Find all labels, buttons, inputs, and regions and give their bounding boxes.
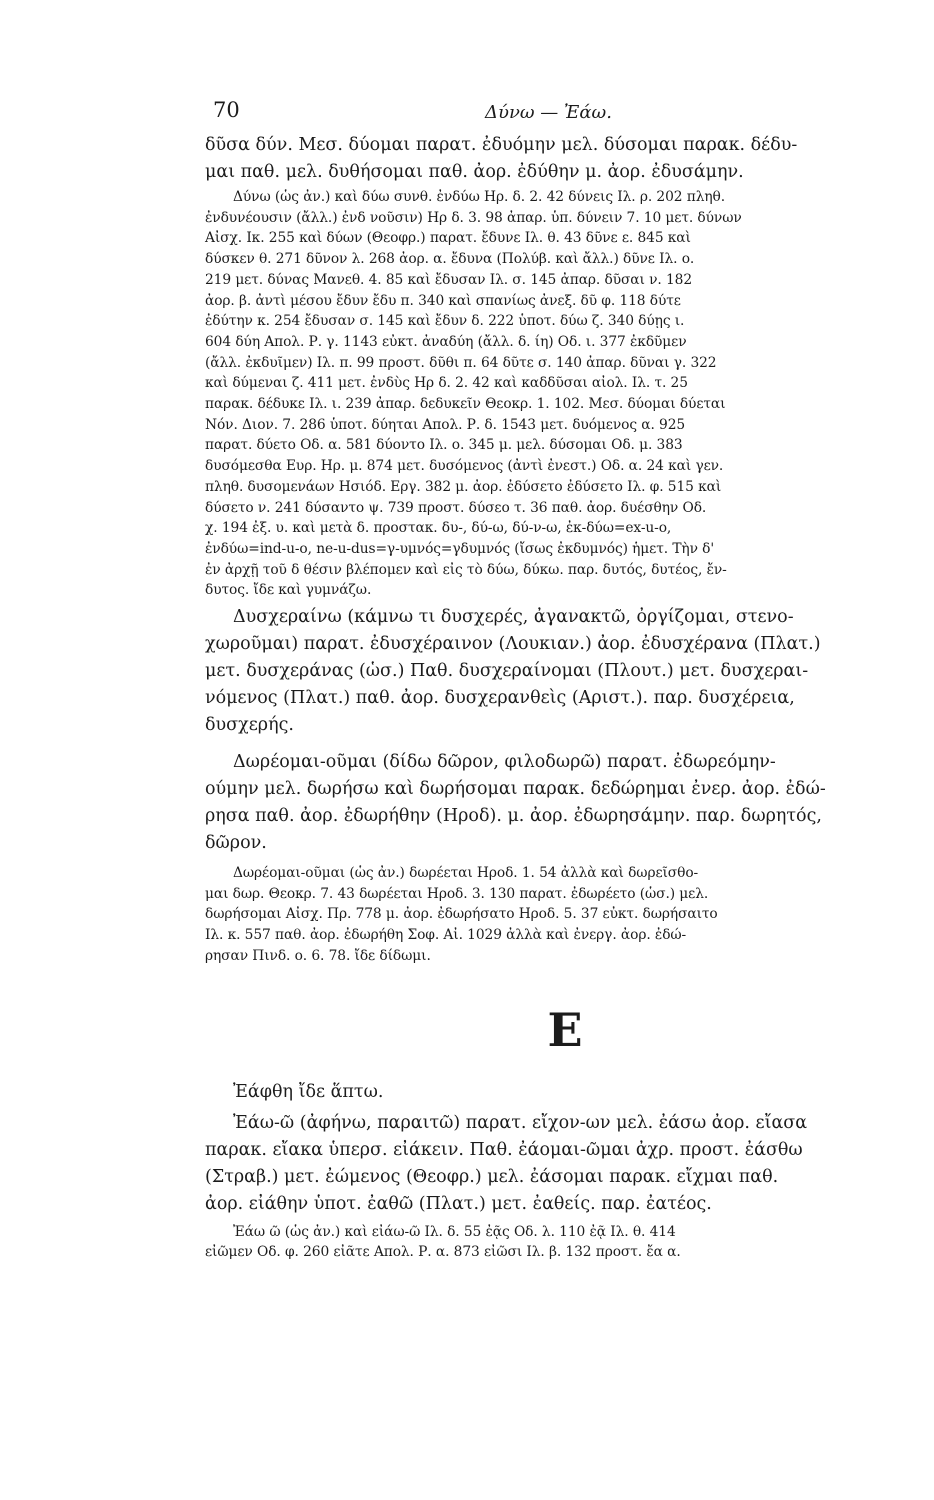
- entry-line: 219 μετ. δύνας Μανεθ. 4. 85 καὶ ἔδυσαν Ιλ. σ. 145 ἀπαρ. δῦσαι ν. 182: [205, 271, 693, 288]
- entry-line: (Στραβ.) μετ. ἐώμενος (Θεοφρ.) μελ. ἐάσομαι παρακ. εἴχμαι παθ.: [205, 1166, 779, 1187]
- entry-line: Δυσχεραίνω (κάμνω τι δυσχερές, ἀγανακτῶ, ὀργίζομαι, στενο-: [233, 607, 794, 628]
- entry-line: χωροῦμαι) παρατ. ἐδυσχέραινον (Λουκιαν.) ἀορ. ἐδυσχέρανα (Πλατ.): [205, 634, 821, 655]
- entry-line: 604 δύη Απολ. Ρ. γ. 1143 εὐκτ. ἀναδύη (ἄλλ. δ. ίη) Οδ. ι. 377 ἐκδῦμεν: [205, 333, 687, 350]
- entry-line: ἐν ἀρχῇ τοῦ δ θέσιν βλέπομεν καὶ εἰς τὸ δύω, δύκω. παρ. δυτός, δυτέος, ἔν-: [205, 561, 727, 578]
- entry-line: Δωρέομαι-οῦμαι (ὡς ἀν.) δωρέεται Ηροδ. 1. 54 ἀλλὰ καὶ δωρεῖσθο-: [233, 865, 699, 882]
- entry-eao: [205, 1110, 885, 1218]
- dictionary-page: [205, 98, 885, 1263]
- entry-line: μαι παθ. μελ. δυθήσομαι παθ. ἀορ. ἐδύθην μ. ἀορ. ἐδυσάμην.: [205, 162, 744, 182]
- entry-line: δυσόμεσθα Ευρ. Ηρ. μ. 874 μετ. δυσόμενος (ἀντὶ ἐνεστ.) Οδ. α. 24 καὶ γεν.: [205, 458, 724, 475]
- entry-doreomai: [205, 749, 885, 857]
- entry-line: δύσετο ν. 241 δύσαντο ψ. 739 προστ. δύσεο τ. 36 παθ. ἀορ. δυέσθην Οδ.: [205, 499, 707, 516]
- entry-line: πληθ. δυσομενάων Ησιόδ. Εργ. 382 μ. ἀορ. ἐδύσετο ἐδύσετο Ιλ. φ. 515 καὶ: [205, 478, 722, 495]
- page-number: 70: [213, 98, 240, 122]
- entry-line: νόμενος (Πλατ.) παθ. ἀορ. δυσχερανθεὶς (Αριστ.). παρ. δυσχέρεια,: [205, 688, 795, 709]
- entry-line: ἐνδυνέουσιν (ἄλλ.) ἐνδ νοῦσιν) Ηρ δ. 3. 98 ἀπαρ. ὑπ. δύνειν 7. 10 μετ. δύνων: [205, 209, 742, 226]
- entry-line: δῦσα δύν. Μεσ. δύομαι παρατ. ἐδυόμην μελ. δύσομαι παρακ. δέδυ-: [205, 135, 798, 155]
- entry-line: δυσχερής.: [205, 715, 294, 736]
- running-head: Δύνω — Ἐάω.: [485, 102, 612, 123]
- entry-dysa: [205, 132, 885, 186]
- section-letter: E: [547, 1002, 583, 1057]
- entry-line: μαι δωρ. Θεοκρ. 7. 43 δωρέεται Ηροδ. 3. 130 παρατ. ἐδωρέετο (ὡσ.) μελ.: [205, 885, 709, 902]
- entry-line: εἰῶμεν Οδ. φ. 260 εἰᾶτε Απολ. Ρ. α. 873 εἰῶσι Ιλ. β. 132 προστ. ἔα α.: [205, 1244, 681, 1261]
- entry-line: Δωρέομαι-οῦμαι (δίδω δῶρον, φιλοδωρῶ) παρατ. ἐδωρεόμην-: [233, 752, 776, 773]
- entry-line: Ἐάω ῶ (ὡς ἀν.) καὶ εἰάω-ῶ Ιλ. δ. 55 ἐᾷς Οδ. λ. 110 ἐᾷ Ιλ. θ. 414: [233, 1223, 676, 1240]
- entry-line: ἐδύτην κ. 254 ἔδυσαν σ. 145 καὶ ἔδυν δ. 222 ὑποτ. δύω ζ. 340 δύῃς ι.: [205, 313, 685, 330]
- entry-line: Ἐάω-ῶ (ἀφήνω, παραιτῶ) παρατ. εἴχον-ων μελ. ἐάσω ἀορ. εἴασα: [233, 1112, 808, 1133]
- entry-line: ἀορ. εἰάθην ὑποτ. ἐαθῶ (Πλατ.) μετ. ἐαθείς. παρ. ἐατέος.: [205, 1193, 712, 1214]
- entry-line: ρησαν Πινδ. ο. 6. 78. ἴδε δίδωμι.: [205, 947, 431, 964]
- entry-line: ἀορ. β. ἀντὶ μέσου ἔδυν ἔδυ π. 340 καὶ σπανίως ἀνεξ. δῦ φ. 118 δύτε: [205, 292, 681, 309]
- entry-line: δύσκεν θ. 271 δῦνον λ. 268 ἀορ. α. ἔδυνα (Πολύβ. καὶ ἄλλ.) δῦνε Ιλ. ο.: [205, 251, 695, 268]
- entry-line: μετ. δυσχεράνας (ὡσ.) Παθ. δυσχεραίνομαι (Πλουτ.) μετ. δυσχεραι-: [205, 661, 809, 682]
- entry-line: (ἄλλ. ἐκδυῖμεν) Ιλ. π. 99 προστ. δῦθι π. 64 δῦτε σ. 140 ἀπαρ. δῦναι γ. 322: [205, 354, 717, 371]
- entry-line: ρησα παθ. ἀορ. ἐδωρήθην (Ηροδ). μ. ἀορ. ἐδωρησάμην. παρ. δωρητός,: [205, 806, 822, 827]
- entry-line: δωρήσομαι Αἰσχ. Πρ. 778 μ. ἀορ. ἐδωρήσατο Ηροδ. 5. 37 εὐκτ. δωρήσαιτο: [205, 906, 718, 923]
- entry-dyno-citations: [205, 187, 885, 601]
- entry-line: Νόν. Διον. 7. 286 ὑποτ. δύηται Απολ. Ρ. δ. 1543 μετ. δυόμενος α. 925: [205, 416, 686, 433]
- entry-line: παρατ. δύετο Οδ. α. 581 δύοντο Ιλ. ο. 345 μ. μελ. δύσομαι Οδ. μ. 383: [205, 437, 683, 454]
- entry-line: ούμην μελ. δωρήσω καὶ δωρήσομαι παρακ. δεδώρημαι ἐνερ. ἀορ. ἐδώ-: [205, 779, 826, 800]
- entry-line: Ιλ. κ. 557 παθ. ἀορ. ἐδωρήθη Σοφ. Αἰ. 1029 ἀλλὰ καὶ ἐνεργ. ἀορ. ἐδώ-: [205, 927, 687, 944]
- entry-line: χ. 194 ἐξ. υ. καὶ μετὰ δ. προστακ. δυ-, δύ-ω, δύ-ν-ω, ἐκ-δύω=ex-u-o,: [205, 520, 672, 537]
- entry-line: Ἐάφθη ἴδε ἅπτω.: [233, 1081, 384, 1102]
- page-header: [205, 98, 885, 132]
- entry-line: καὶ δύμεναι ζ. 411 μετ. ἐνδὺς Ηρ δ. 2. 42 καὶ καδδῦσαι αἰολ. Ιλ. τ. 25: [205, 375, 688, 392]
- entry-line: παρακ. εἴακα ὑπερσ. εἰάκειν. Παθ. ἐάομαι-ῶμαι ἀχρ. προστ. ἐάσθω: [205, 1139, 803, 1160]
- entry-line: παρακ. δέδυκε Ιλ. ι. 239 ἀπαρ. δεδυκεῖν Θεοκρ. 1. 102. Μεσ. δύομαι δύεται: [205, 396, 726, 413]
- entry-line: δῶρον.: [205, 833, 267, 854]
- entry-dyscherainw: [205, 604, 885, 739]
- entry-line: ἐνδύω=ind-u-o, ne-u-dus=γ-υμνός=γδυμνός (ἴσως ἐκδυμνός) ἡμετ. Τὴν δ': [205, 540, 715, 557]
- entry-doreomai-citations: [205, 863, 885, 967]
- entry-line: Αἰσχ. Ικ. 255 καὶ δύων (Θεοφρ.) παρατ. ἔδυνε Ιλ. θ. 43 δῦνε ε. 845 καὶ: [205, 230, 691, 247]
- entry-eafthe: [205, 1079, 885, 1106]
- entry-eao-citations: [205, 1222, 885, 1263]
- entry-line: δυτος. ἴδε καὶ γυμνάζω.: [205, 582, 372, 599]
- entry-line: Δύνω (ὡς ἀν.) καὶ δύω συνθ. ἐνδύω Ηρ. δ. 2. 42 δύνεις Ιλ. ρ. 202 πληθ.: [233, 189, 726, 205]
